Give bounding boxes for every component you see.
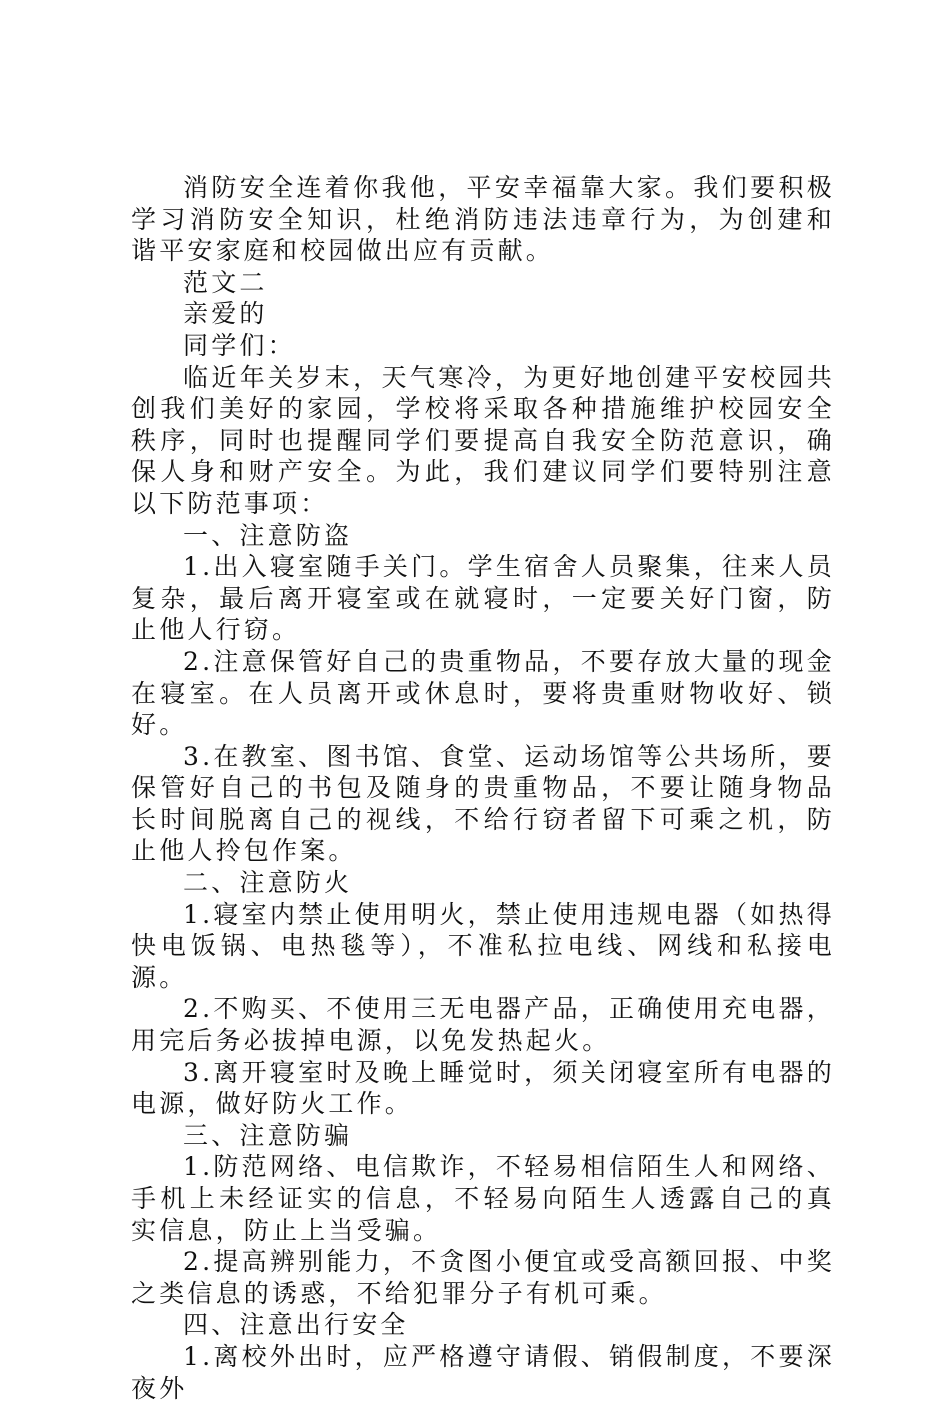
document-body	[131, 172, 835, 1404]
fire-item-2: 2.不购买、不使用三无电器产品，正确使用充电器，用完后务必拔掉电源，以免发热起火。	[131, 994, 835, 1056]
fraud-item-1: 1.防范网络、电信欺诈，不轻易相信陌生人和网络、手机上未经证实的信息，不轻易向陌生人透露自己的真实信息，防止上当受骗。	[131, 1152, 835, 1245]
section-heading-fraud: 三、注意防骗	[183, 1120, 353, 1150]
section-heading-travel: 四、注意出行安全	[183, 1310, 409, 1340]
theft-item-1: 1.出入寝室随手关门。学生宿舍人员聚集，往来人员复杂，最后离开寝室或在就寝时，一定要关好门窗，防止他人行窃。	[131, 552, 835, 645]
paragraph-opening: 临近年关岁末，天气寒冷，为更好地创建平安校园共创我们美好的家园，学校将采取各种措施维护校园安全秩序，同时也提醒同学们要提高自我安全防范意识，确保人身和财产安全。为此，我们建议同学们要特别注意以下防范事项：	[131, 362, 835, 518]
travel-item-1: 1.离校外出时，应严格遵守请假、销假制度，不要深夜外	[131, 1341, 835, 1403]
salutation-line-2: 同学们：	[183, 330, 296, 360]
theft-item-3: 3.在教室、图书馆、食堂、运动场馆等公共场所，要保管好自己的书包及随身的贵重物品，不要让随身物品长时间脱离自己的视线，不给行窃者留下可乘之机，防止他人拎包作案。	[131, 741, 835, 866]
paragraph-intro-closing: 消防安全连着你我他，平安幸福靠大家。我们要积极学习消防安全知识，杜绝消防违法违章行为，为创建和谐平安家庭和校园做出应有贡献。	[131, 173, 835, 266]
section-heading-fire: 二、注意防火	[183, 868, 353, 898]
section-heading-theft: 一、注意防盗	[183, 520, 353, 550]
fire-item-1: 1.寝室内禁止使用明火，禁止使用违规电器（如热得快电饭锅、电热毯等），不准私拉电线、网线和私接电源。	[131, 899, 835, 992]
fire-item-3: 3.离开寝室时及晚上睡觉时，须关闭寝室所有电器的电源，做好防火工作。	[131, 1057, 835, 1119]
fraud-item-2: 2.提高辨别能力，不贪图小便宜或受高额回报、中奖之类信息的诱惑，不给犯罪分子有机可乘。	[131, 1247, 835, 1308]
theft-item-2: 2.注意保管好自己的贵重物品，不要存放大量的现金在寝室。在人员离开或休息时，要将贵重财物收好、锁好。	[131, 646, 835, 740]
salutation-line-1: 亲爱的	[183, 299, 268, 329]
heading-sample-two: 范文二	[183, 267, 268, 297]
